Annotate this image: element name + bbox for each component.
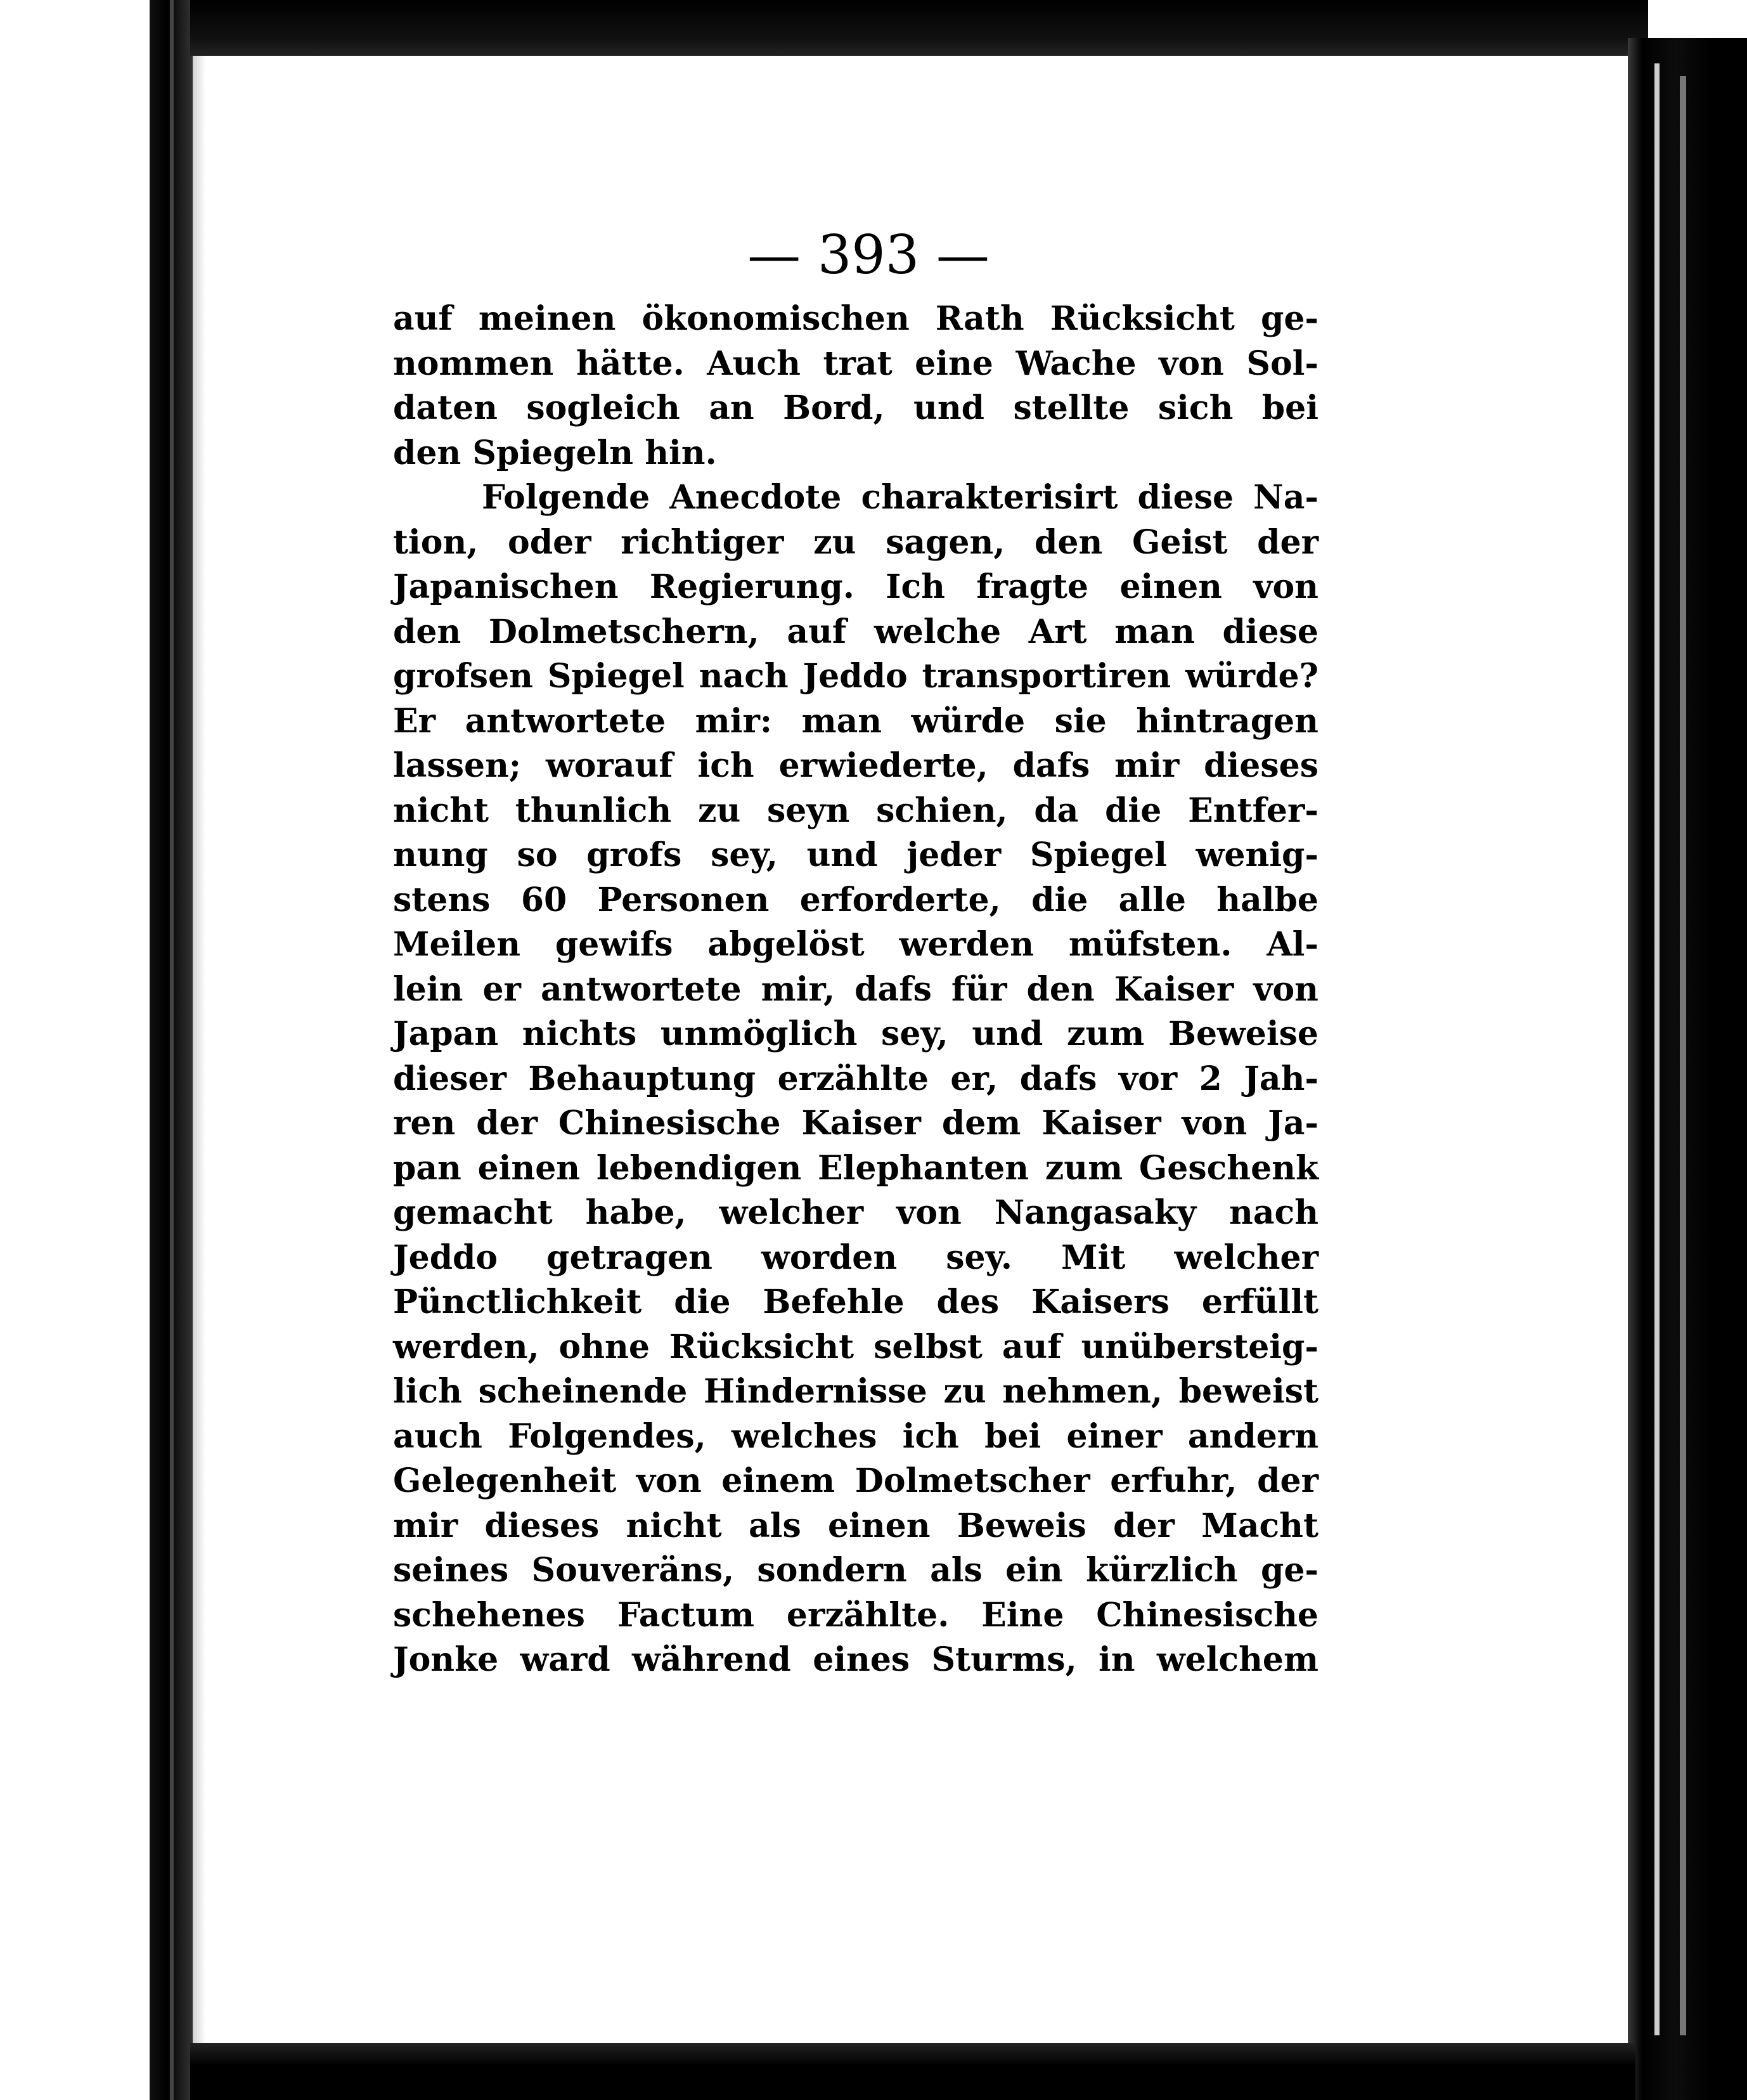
page-edge-highlight — [1654, 63, 1660, 2035]
text-line: Jonke ward während eines Sturms, in welchem — [393, 1640, 1318, 1679]
text-line: mir dieses nicht als einen Beweis der Macht — [393, 1506, 1318, 1545]
text-line: lich scheinende Hindernisse zu nehmen, beweist — [393, 1372, 1318, 1411]
text-line: Gelegenheit von einem Dolmetscher erfuhr, der — [393, 1462, 1318, 1500]
scan-top-border — [190, 0, 1648, 56]
text-line: ren der Chinesische Kaiser dem Kaiser von Ja- — [393, 1104, 1318, 1143]
text-line: seines Souveräns, sondern als ein kürzlich ge- — [393, 1551, 1318, 1590]
text-line: grofsen Spiegel nach Jeddo transportiren würde? — [393, 657, 1318, 696]
text-line: Japan nichts unmöglich sey, und zum Beweise — [393, 1014, 1318, 1053]
text-line: stens 60 Personen erforderte, die alle halbe — [393, 880, 1318, 919]
text-line: dieser Behauptung erzählte er, dafs vor 2 Jah- — [393, 1059, 1318, 1098]
text-line: nung so grofs sey, und jeder Spiegel wenig- — [393, 836, 1318, 874]
text-line: lassen; worauf ich erwiederte, dafs mir dieses — [393, 746, 1318, 785]
body-text — [393, 297, 1318, 1683]
text-line: Folgende Anecdote charakterisirt diese Na- — [482, 478, 1318, 517]
text-line: gemacht habe, welcher von Nangasaky nach — [393, 1193, 1318, 1232]
text-line: schehenes Factum erzählte. Eine Chinesische — [393, 1595, 1318, 1635]
text-line: nommen hätte. Auch trat eine Wache von Sol- — [393, 344, 1318, 383]
text-line: auf meinen ökonomischen Rath Rücksicht ge- — [393, 299, 1318, 338]
text-line: Pünctlichkeit die Befehle des Kaisers erfüllt — [393, 1283, 1318, 1321]
page-edge-stripe — [1680, 76, 1686, 2035]
text-line: Meilen gewifs abgelöst werden müfsten. Al- — [393, 925, 1318, 964]
text-line: tion, oder richtiger zu sagen, den Geist der — [393, 522, 1318, 562]
text-line: Japanischen Regierung. Ich fragte einen von — [393, 567, 1318, 606]
text-line: nicht thunlich zu seyn schien, da die Entfer- — [393, 791, 1318, 830]
page-gutter-shadow — [193, 56, 205, 2043]
text-line: Er antwortete mir: man würde sie hintragen — [393, 701, 1318, 741]
text-line: pan einen lebendigen Elephanten zum Geschenk — [393, 1148, 1318, 1188]
page-number: — 393 — — [747, 224, 990, 286]
text-line: den Dolmetschern, auf welche Art man diese — [393, 612, 1318, 651]
page-stack-right-edge — [1628, 38, 1747, 2100]
text-line: werden, ohne Rücksicht selbst auf unübersteig- — [393, 1327, 1318, 1366]
text-line: den Spiegeln hin. — [393, 433, 717, 472]
text-line: Jeddo getragen worden sey. Mit welcher — [393, 1238, 1318, 1277]
text-line: lein er antwortete mir, dafs für den Kaiser von — [393, 969, 1318, 1009]
binding-edge-line — [170, 0, 174, 2100]
text-line: auch Folgendes, welches ich bei einer andern — [393, 1416, 1318, 1456]
text-line: daten sogleich an Bord, und stellte sich bei — [393, 389, 1318, 427]
scan-bottom-border — [190, 2043, 1635, 2100]
margin-mark: ſ — [1704, 1217, 1718, 1262]
